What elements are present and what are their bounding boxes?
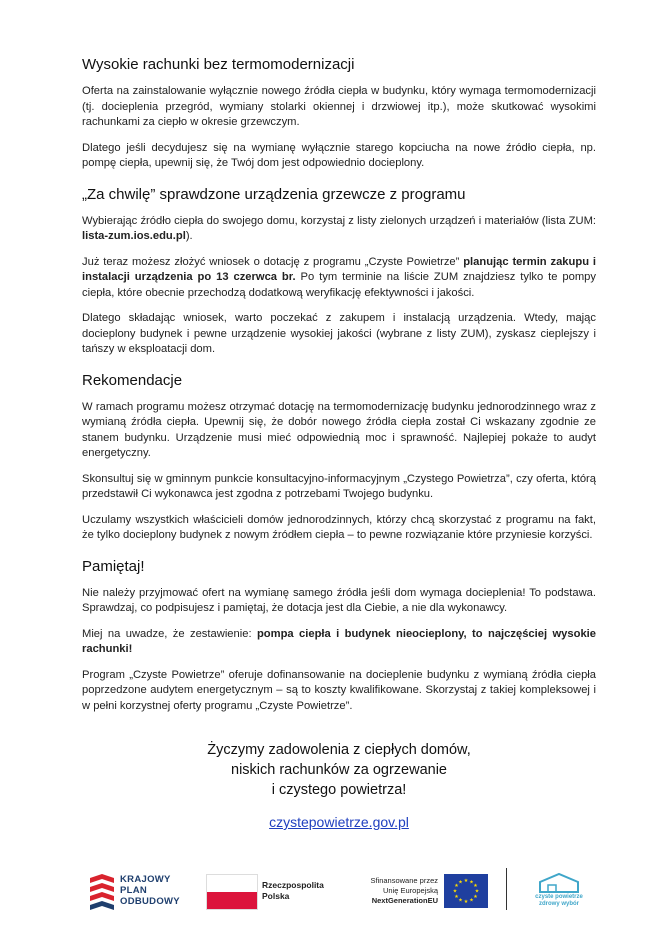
section-remember	[82, 558, 596, 715]
svg-text:★: ★	[469, 897, 474, 904]
kpo-line: KRAJOWY	[120, 874, 171, 885]
paragraph: Skonsultuj się w gminnym punkcie konsultacyjno-informacyjnym „Czystego Powietrza”, czy oferta, którą przedstawił Ci wykonawca jest zgodna z potrzebami Twojego budynku.	[82, 472, 596, 500]
svg-text:★: ★	[454, 894, 459, 900]
rp-wordmark	[262, 880, 324, 902]
eu-line: NextGenerationEU	[371, 896, 438, 905]
czyste-powietrze-logo	[534, 872, 584, 912]
text: Miej na uwadze, że zestawienie:	[82, 627, 257, 640]
text: Już teraz możesz złożyć wniosek o dotację z programu „Czyste Powietrze”	[82, 255, 464, 268]
svg-text:★: ★	[452, 888, 458, 895]
svg-text:★: ★	[474, 888, 480, 895]
eu-flag-icon	[444, 874, 488, 908]
section-verified-devices	[82, 186, 596, 358]
kpo-line: ODBUDOWY	[120, 896, 180, 907]
rp-line: Rzeczpospolita	[262, 880, 324, 890]
bold-text: planując termin zakupu i instalacji urządzenia po 13 czerwca br.	[82, 255, 596, 283]
eu-funding-logo	[344, 872, 484, 912]
svg-text:★: ★	[473, 894, 478, 900]
svg-text:★: ★	[458, 879, 463, 886]
closing-line: i czystego powietrza!	[271, 782, 407, 798]
section-recommendations	[82, 372, 596, 544]
paragraph: Nie należy przyjmować ofert na wymianę samego źródła jeśli dom wymaga docieplenia! To podstawa. Sprawdzaj, co podpisujesz i pamiętaj, że dotacja jest dla Ciebie, a nie dla wykonawcy.	[82, 586, 596, 614]
cp-line: czyste powietrze	[535, 894, 583, 900]
closing-line: Życzymy zadowolenia z ciepłych domów,	[207, 742, 471, 758]
zum-list-link-text: lista-zum.ios.edu.pl	[82, 230, 186, 242]
eu-funding-text	[344, 876, 438, 906]
section-heading: Wysokie rachunki bez termomodernizacji	[82, 56, 355, 73]
kpo-line: PLAN	[120, 885, 148, 896]
paragraph: Dlatego składając wniosek, warto poczekać z zakupem i instalacją urządzenia. Wtedy, mając docieplony budynek i pewne urządzenie wysokiej jakości (wybrane z listy ZUM), zyskasz cieplejszy i tańszy w eksploatacji dom.	[82, 312, 596, 355]
logo-divider	[506, 868, 507, 910]
kpo-logo	[88, 872, 188, 912]
cp-wordmark	[534, 894, 584, 908]
section-heading: Pamiętaj!	[82, 557, 145, 575]
svg-text:★: ★	[454, 883, 459, 889]
cp-line: zdrowy wybór	[538, 901, 579, 907]
text: Po tym terminie na liście ZUM znajdziesz tylko te pompy ciepła, które obecnie przechodzą dodatkową weryfikację efektywności i jakości.	[82, 271, 596, 299]
text: ).	[185, 230, 193, 242]
eu-line: Sfinansowane przez	[370, 876, 438, 885]
section-heading: Rekomendacje	[82, 371, 183, 389]
section-heading: „Za chwilę” sprawdzone urządzenia grzewcze z programu	[82, 185, 466, 203]
rp-line: Polska	[262, 891, 290, 901]
document-body	[82, 56, 596, 830]
closing-line: niskich rachunków za ogrzewanie	[231, 762, 447, 778]
text: Wybierając źródło ciepła do swojego domu, korzystaj z listy zielonych urządzeń i materiałów (lista ZUM:	[82, 214, 596, 227]
svg-text:★: ★	[473, 883, 478, 889]
paragraph: Uczulamy wszystkich właścicieli domów jednorodzinnych, którzy chcą skorzystać z programu na fakt, że tylko docieplony budynek z nowym źródłem ciepła – to pewne rozwiązanie które przyniesie korzyści.	[82, 513, 596, 541]
house-icon	[534, 872, 584, 894]
paragraph: Dlatego jeśli decydujesz się na wymianę wyłącznie starego kopciucha na nowe źródło ciepła, np. pompę ciepła, upewnij się, że Twój dom jest odpowiednio docieplony.	[82, 141, 596, 169]
polish-flag-icon	[206, 874, 258, 910]
paragraph: Program „Czyste Powietrze” oferuje dofinansowanie na docieplenie budynku z wymianą źródła ciepła poprzedzone audytem energetycznym – są to koszty kwalifikowane. Skorzystaj z takiej kompleksowej i w pełni korzystnej oferty programu „Czyste Powietrze”.	[82, 668, 596, 712]
paragraph: Oferta na zainstalowanie wyłącznie nowego źródła ciepła w budynku, który wymaga termomodernizacji (tj. docieplenia przegród, wymiany stolarki okiennej i drzwiowej itp.), może skutkować wysokimi rachunkami za ciepło w okresie grzewczym.	[82, 85, 596, 128]
kpo-wordmark	[120, 874, 180, 907]
closing-wishes	[82, 740, 596, 800]
website-link[interactable]: czystepowietrze.gov.pl	[269, 814, 409, 830]
eu-line: Unię Europejską	[382, 886, 438, 895]
svg-text:★: ★	[463, 899, 469, 905]
bold-text: pompa ciepła i budynek nieocieplony, to najczęściej wysokie rachunki!	[82, 627, 597, 655]
svg-text:★: ★	[463, 878, 469, 884]
section-high-bills	[82, 56, 596, 172]
svg-text:★: ★	[458, 897, 463, 904]
svg-text:★: ★	[469, 879, 474, 886]
paragraph: W ramach programu możesz otrzymać dotację na termomodernizację budynku jednorodzinnego wraz z wymianą źródła ciepła. Upewnij się, że dobór nowego źródła ciepła został Ci wskazany zgodnie ze stanem budynku. Urządzenie musi mieć odpowiednią moc i sprawność. Najlepiej pokaże to audyt energetyczny.	[82, 400, 596, 459]
paragraph	[82, 255, 596, 302]
paragraph	[82, 214, 596, 245]
rzeczpospolita-logo	[206, 872, 336, 912]
paragraph	[82, 627, 596, 658]
footer-logos	[0, 866, 670, 916]
kpo-emblem-icon	[88, 874, 116, 910]
